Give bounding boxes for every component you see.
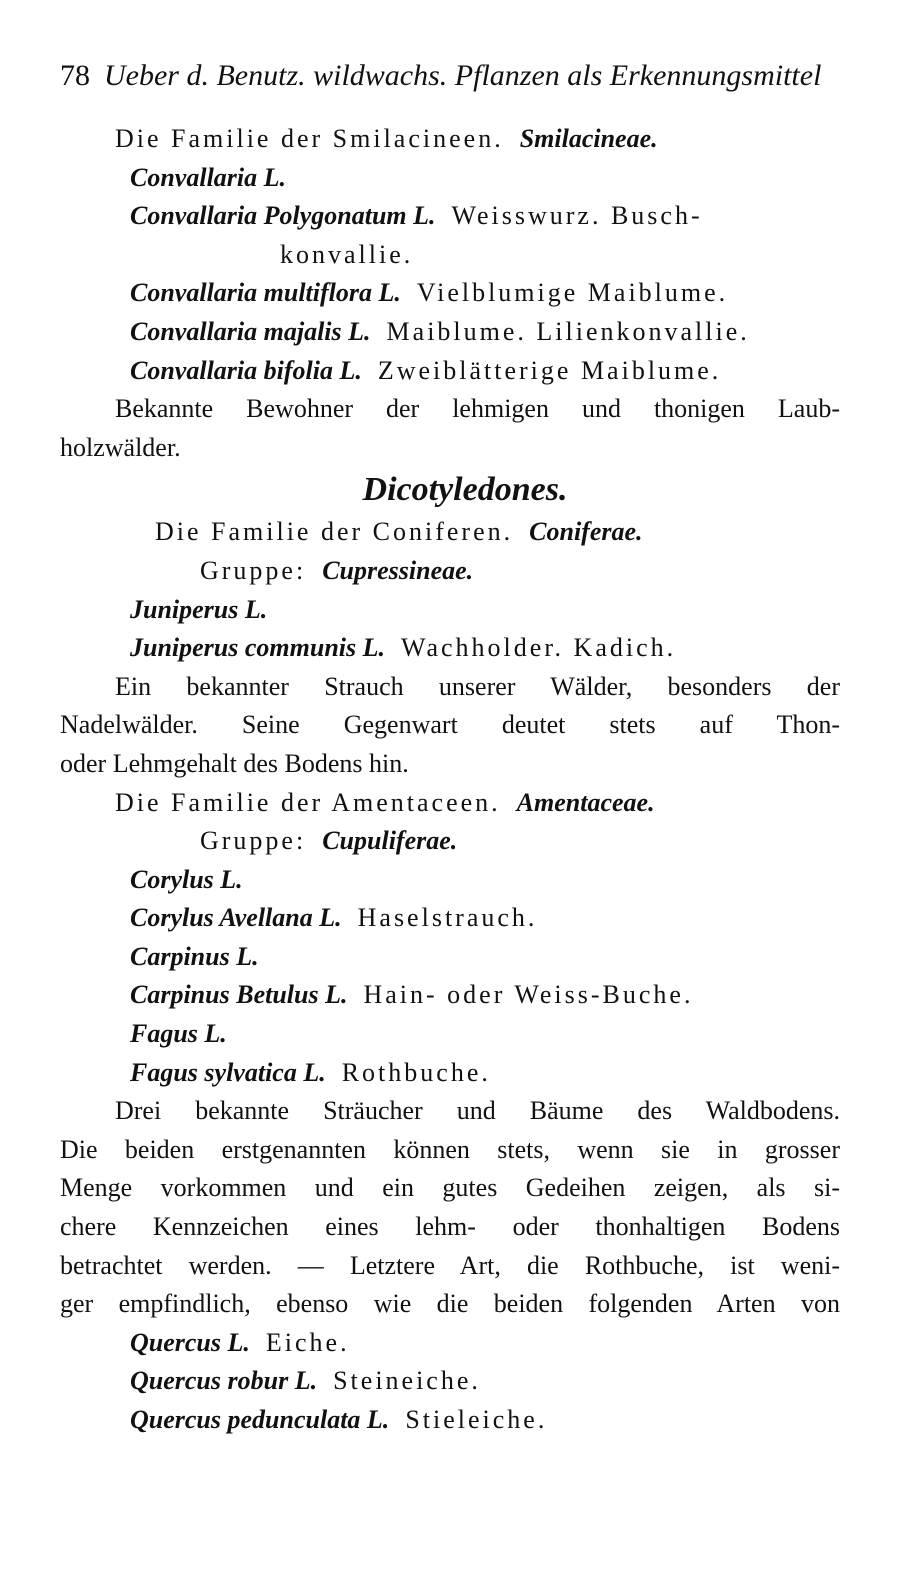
- species-latin: Juniperus communis L.: [130, 633, 386, 663]
- species-line: [0, 629, 900, 668]
- group-latin: Cupressineae.: [322, 555, 474, 585]
- species-latin: Quercus pedunculata L.: [130, 1405, 390, 1434]
- species-latin: Carpinus Betulus L.: [130, 980, 348, 1010]
- paragraph-line: ger empfindlich, ebenso wie die beiden folgenden Arten von: [60, 1289, 840, 1319]
- family-line-smilacineen: [0, 120, 900, 159]
- species-common: Vielblumige Maiblume.: [416, 278, 729, 308]
- paragraph-line: Nadelwälder. Seine Gegenwart deutet stets auf Thon-: [60, 710, 840, 740]
- genus-line: [0, 591, 900, 630]
- species-line: [0, 352, 900, 391]
- family-line-amentaceen: [0, 784, 900, 823]
- species-line: [0, 976, 900, 1015]
- species-common: Stieleiche.: [405, 1405, 548, 1434]
- species-common: Maiblume. Lilienkonvallie.: [386, 316, 750, 346]
- species-line-continued: [0, 236, 900, 275]
- family-name: Die Familie der Smilacineen.: [115, 124, 504, 153]
- genus-name: Corylus L.: [130, 864, 243, 894]
- species-common: Zweiblätterige Maiblume.: [377, 355, 722, 385]
- group-label: Gruppe:: [200, 555, 307, 585]
- section-heading: Dicotyledones.: [362, 471, 568, 509]
- genus-line: [0, 938, 900, 977]
- running-title: Ueber d. Benutz. wildwachs. Pflanzen als Erkennungsmittel: [104, 59, 822, 92]
- paragraph-line: holzwälder.: [60, 432, 181, 462]
- species-common: konvallie.: [280, 239, 414, 269]
- family-name: Die Familie der Coniferen.: [155, 517, 514, 547]
- paragraph-line: Drei bekannte Sträucher und Bäume des Waldbodens.: [115, 1096, 840, 1126]
- species-common: Eiche.: [265, 1327, 350, 1357]
- species-latin: Quercus robur L.: [130, 1366, 318, 1396]
- paragraph-line: Menge vorkommen und ein gutes Gedeihen zeigen, als si-: [60, 1173, 840, 1203]
- group-label: Gruppe:: [200, 826, 307, 856]
- species-latin: Convallaria multiflora L.: [130, 278, 401, 308]
- species-line: [0, 313, 900, 352]
- genus-name: Fagus L.: [130, 1019, 227, 1049]
- genus-name: Convallaria L.: [130, 162, 287, 192]
- paragraph-line: Bekannte Bewohner der lehmigen und thonigen Laub-: [115, 394, 840, 424]
- species-line: [0, 899, 900, 938]
- species-latin: Convallaria bifolia L.: [130, 355, 362, 385]
- species-latin: Fagus sylvatica L.: [130, 1057, 326, 1087]
- group-latin: Cupuliferae.: [322, 826, 458, 856]
- genus-name: Carpinus L.: [130, 941, 259, 971]
- genus-line: [0, 1015, 900, 1054]
- family-name: Die Familie der Amentaceen.: [115, 787, 501, 817]
- group-line: [0, 822, 900, 861]
- species-line: [0, 1362, 900, 1401]
- family-line-coniferen: [0, 513, 900, 552]
- genus-line: [0, 159, 900, 198]
- group-line: [0, 552, 900, 591]
- paragraph-line: chere Kennzeichen eines lehm- oder thonhaltigen Bodens: [60, 1212, 840, 1242]
- species-common: Steineiche.: [333, 1366, 481, 1396]
- species-common: Weisswurz. Busch-: [451, 201, 703, 231]
- genus-name: Quercus L.: [130, 1327, 250, 1357]
- species-line: [0, 1401, 900, 1440]
- family-latin: Smilacineae.: [519, 124, 658, 153]
- page-body: [0, 120, 900, 1440]
- genus-line: [0, 861, 900, 900]
- species-line: [0, 274, 900, 313]
- species-latin: Convallaria Polygonatum L.: [130, 201, 436, 231]
- paragraph-line: oder Lehmgehalt des Bodens hin.: [60, 748, 409, 778]
- species-common: Wachholder. Kadich.: [401, 633, 677, 663]
- paragraph-line: Ein bekannter Strauch unserer Wälder, besonders der: [115, 671, 840, 701]
- genus-name: Juniperus L.: [130, 594, 268, 624]
- family-latin: Coniferae.: [529, 517, 643, 547]
- running-header: [60, 56, 850, 96]
- species-common: Haselstrauch.: [357, 903, 538, 933]
- species-line: [0, 1054, 900, 1093]
- paragraph-line: betrachtet werden. — Letztere Art, die Rothbuche, ist weni-: [60, 1250, 840, 1280]
- species-common: Hain- oder Weiss-Buche.: [363, 980, 694, 1010]
- species-latin: Corylus Avellana L.: [130, 903, 342, 933]
- paragraph-line: Die beiden erstgenannten können stets, wenn sie in grosser: [60, 1134, 840, 1164]
- page-number: 78: [60, 59, 90, 92]
- species-latin: Convallaria majalis L.: [130, 316, 371, 346]
- species-line: [0, 197, 900, 236]
- species-common: Rothbuche.: [341, 1057, 491, 1087]
- family-latin: Amentaceae.: [516, 787, 655, 817]
- genus-line: [0, 1324, 900, 1363]
